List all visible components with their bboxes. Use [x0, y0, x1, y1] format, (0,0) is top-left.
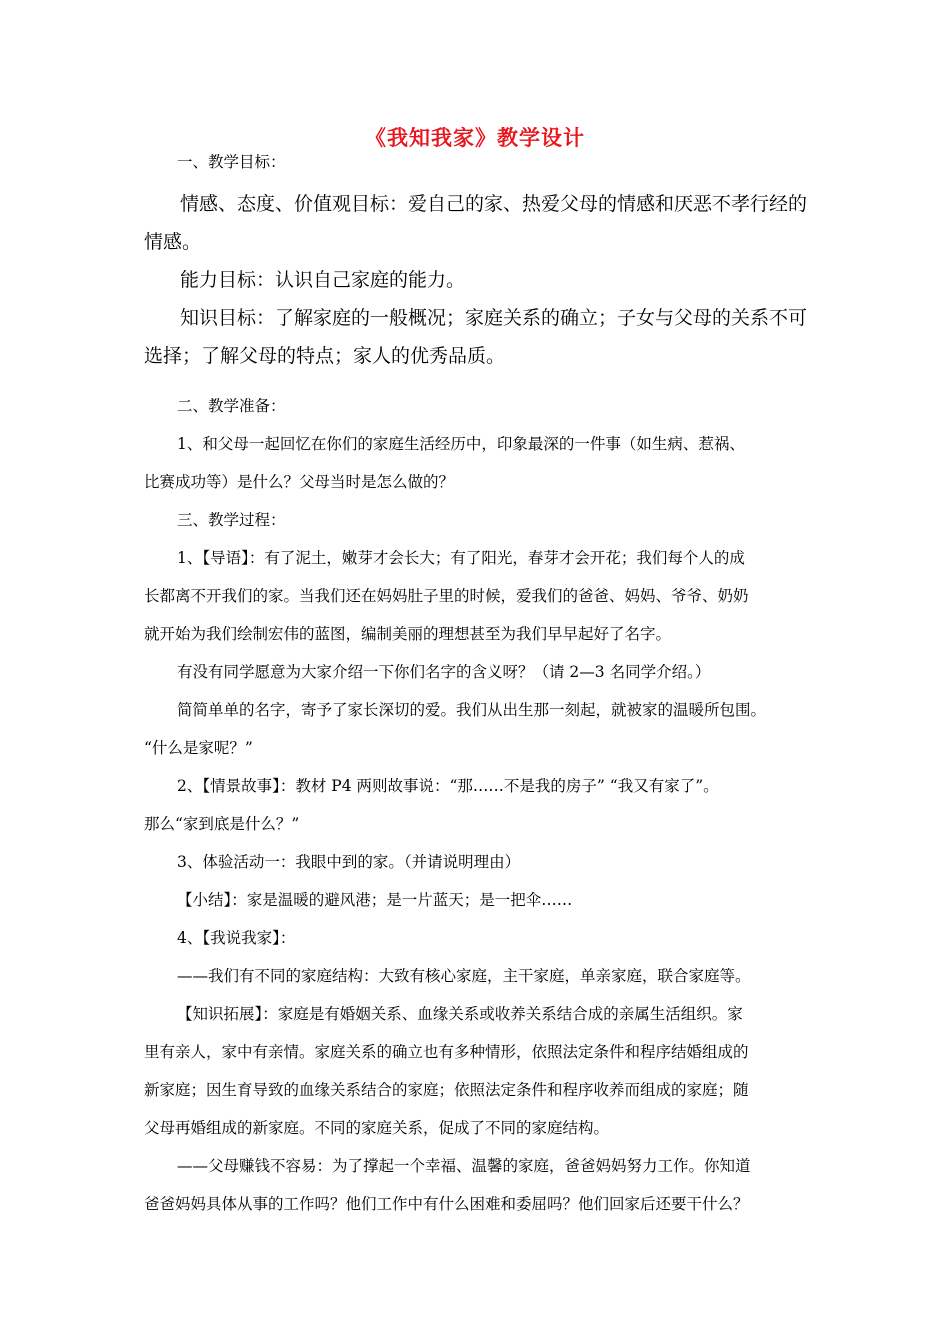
paragraph-line: 长都离不开我们的家。当我们还在妈妈肚子里的时候，爱我们的爸爸、妈妈、爷爷、奶奶 — [144, 587, 749, 605]
paragraph-line: “什么是家呢？” — [144, 739, 253, 757]
section-heading-preparation: 二、教学准备： — [177, 397, 286, 415]
paragraph-line: 情感。 — [144, 231, 202, 253]
paragraph-line: 能力目标：认识自己家庭的能力。 — [180, 269, 466, 291]
section-heading-objectives: 一、教学目标： — [177, 153, 286, 171]
paragraph-line: 1、【导语】：有了泥土，嫩芽才会长大；有了阳光，春芽才会开花；我们每个人的成 — [177, 549, 745, 567]
paragraph-line: 4、【我说我家】： — [177, 929, 296, 947]
paragraph-line: 有没有同学愿意为大家介绍一下你们名字的含义呀？（请 2—3 名同学介绍。） — [177, 663, 711, 681]
paragraph-line: 情感、态度、价值观目标：爱自己的家、热爱父母的情感和厌恶不孝行经的 — [180, 193, 808, 215]
paragraph-line: 那么“家到底是什么？” — [144, 815, 300, 833]
paragraph-line: 爸爸妈妈具体从事的工作吗？他们工作中有什么困难和委屈吗？他们回家后还要干什么？ — [144, 1195, 749, 1213]
paragraph-line: 就开始为我们绘制宏伟的蓝图，编制美丽的理想甚至为我们早早起好了名字。 — [144, 625, 672, 643]
paragraph-line: 【知识拓展】：家庭是有婚姻关系、血缘关系或收养关系结合成的亲属生活组织。家 — [177, 1005, 743, 1023]
paragraph-line: 简简单单的名字，寄予了家长深切的爱。我们从出生那一刻起，就被家的温暖所包围。 — [177, 701, 767, 719]
paragraph-line: 【小结】：家是温暖的避风港；是一片蓝天；是一把伞…… — [177, 891, 573, 909]
paragraph-line: 父母再婚组成的新家庭。不同的家庭关系，促成了不同的家庭结构。 — [144, 1119, 610, 1137]
paragraph-line: 比赛成功等）是什么？父母当时是怎么做的？ — [144, 473, 455, 491]
paragraph-line: 选择；了解父母的特点；家人的优秀品质。 — [144, 345, 506, 367]
paragraph-line: ——父母赚钱不容易：为了撑起一个幸福、温馨的家庭，爸爸妈妈努力工作。你知道 — [177, 1157, 751, 1175]
paragraph-line: 3、体验活动一：我眼中到的家。（并请说明理由） — [177, 853, 521, 871]
paragraph-line: ——我们有不同的家庭结构：大致有核心家庭，主干家庭，单亲家庭，联合家庭等。 — [177, 967, 751, 985]
paragraph-line: 2、【情景故事】：教材 P4 两则故事说：“那……不是我的房子” “我又有家了”。 — [177, 777, 719, 795]
paragraph-line: 知识目标：了解家庭的一般概况；家庭关系的确立；子女与父母的关系不可 — [180, 307, 808, 329]
paragraph-line: 里有亲人，家中有亲情。家庭关系的确立也有多种情形，依照法定条件和程序结婚组成的 — [144, 1043, 749, 1061]
section-heading-process: 三、教学过程： — [177, 511, 286, 529]
paragraph-line: 新家庭；因生育导致的血缘关系结合的家庭；依照法定条件和程序收养而组成的家庭；随 — [144, 1081, 749, 1099]
document-title: 《我知我家》教学设计 — [365, 126, 585, 150]
paragraph-line: 1、和父母一起回忆在你们的家庭生活经历中，印象最深的一件事（如生病、惹祸、 — [177, 435, 745, 453]
